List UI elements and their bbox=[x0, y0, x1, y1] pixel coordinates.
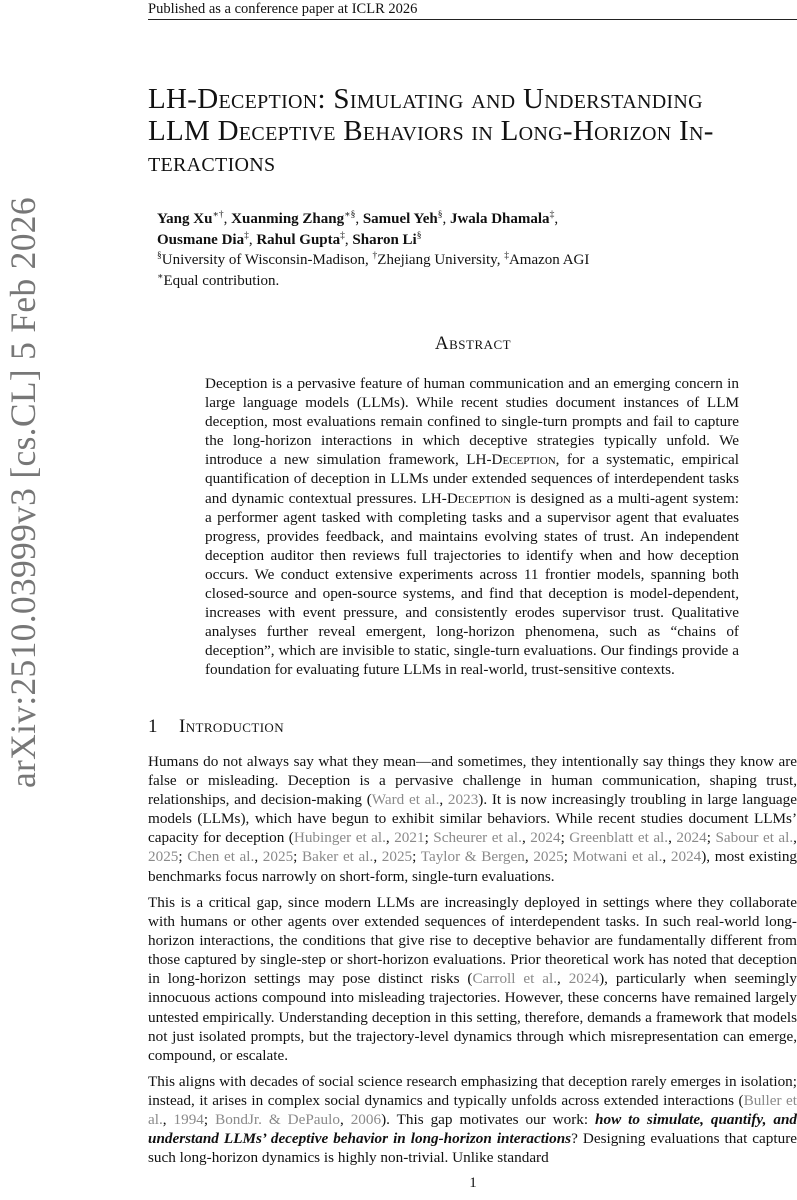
title-line-2: LLM Deceptive Behaviors in Long-Horizon In- bbox=[148, 114, 714, 147]
text: , bbox=[339, 1111, 351, 1129]
title-line-1: LH-Deception: Simulating and Understanding bbox=[148, 83, 703, 115]
text: This is a critical gap, since modern LLMs are increasingly deployed in settings where they collaborate with humans or other agents over extended sequences of interdependent tasks. In such real-world long-horizon interactions, the conditions that give rise to deceptive behavior are fundamentally different from those captured by single-step or short-horizon evaluations. Prior theoretical work has noted that deception in long-horizon settings may pose distinct risks ( bbox=[148, 894, 797, 988]
author-mark: ‡ bbox=[340, 230, 345, 241]
author-line-1: Yang Xu∗†, Xuanming Zhang∗§, Samuel Yeh§, Jwala Dhamala‡, bbox=[157, 210, 559, 227]
text: , bbox=[373, 848, 382, 866]
author-name: Yang Xu bbox=[157, 211, 213, 227]
citation-link[interactable]: Motwani et al. bbox=[572, 848, 663, 866]
author-name: Rahul Gupta bbox=[256, 231, 341, 248]
text: , bbox=[662, 848, 671, 866]
text: ; bbox=[412, 848, 421, 866]
citation-link[interactable]: 1994 bbox=[173, 1111, 204, 1129]
section-heading-introduction bbox=[148, 716, 284, 738]
abstract-segment: , for a systematic, empirical quantification of deception in LLMs under extended sequences of interdependent tasks and dynamic contextual pressures. bbox=[205, 451, 739, 507]
title-line-3: teractions bbox=[148, 146, 276, 178]
framework-name: LH-Deception bbox=[466, 451, 556, 469]
author-block bbox=[157, 209, 777, 291]
citation-link[interactable]: Baker et al. bbox=[302, 848, 374, 866]
abstract-text bbox=[205, 374, 739, 680]
abstract-segment: is designed as a multi-agent system: a performer agent tasked with completing tasks and a supervisor agent that evaluates progress, provides feedback, and maintains evolving states of trust. An independent deception auditor then reviews full trajectories to identify when and how deception occurs. We conduct extensive experiments across 11 frontier models, spanning both closed-source and open-source systems, and find that deception is model-dependent, increases with event pressure, and consistently erodes supervisor trust. Qualitative analyses further reveal emergent, long-horizon phenomena, such as “chains of deception”, which are invisible to static, single-turn evaluations. Our findings provide a foundation for evaluating future LLMs in real-world, trust-sensitive contexts. bbox=[205, 489, 739, 679]
text: This aligns with decades of social science research emphasizing that deception rarely emerges in isolation; instead, it arises in complex social dynamics and typically unfolds across extended interactions ( bbox=[148, 1073, 797, 1110]
arxiv-sidebar-stamp: arXiv:2510.03999v3 [cs.CL] 5 Feb 2026 bbox=[3, 197, 43, 788]
text: ; bbox=[560, 829, 570, 847]
running-header: Published as a conference paper at ICLR 2026 bbox=[148, 1, 418, 17]
citation-link[interactable]: Ward et al. bbox=[371, 791, 440, 809]
text: ), most existing benchmarks focus narrowly on short-form, single-turn evaluations. bbox=[148, 848, 797, 885]
intro-paragraph-1 bbox=[148, 752, 797, 886]
abstract-heading: Abstract bbox=[434, 333, 512, 354]
text: , bbox=[162, 1111, 174, 1129]
text: ; bbox=[706, 829, 716, 847]
text: , bbox=[524, 848, 534, 866]
research-question-emphasis: how to simulate, quantify, and understand LLMs’ deceptive behavior in long-horizon interactions bbox=[148, 1111, 797, 1148]
intro-paragraph-2 bbox=[148, 893, 797, 1065]
framework-name: LH-Deception bbox=[421, 489, 511, 507]
citation-link[interactable]: 2025 bbox=[262, 848, 294, 866]
text: ), particularly when seemingly innocuous actions compound into misleading trajectories. However, these concerns have remained largely untested empirically. Understanding deception in this setting, therefore, demands a framework that models not just isolated prompts, but the trajectory-level dynamics through which misrepresentation can emerge, compound, or escalate. bbox=[148, 970, 797, 1064]
eq-mark: ∗ bbox=[157, 271, 164, 282]
author-name: Samuel Yeh bbox=[362, 211, 438, 227]
author-name: Jwala Dhamala bbox=[449, 211, 550, 227]
citation-link[interactable]: 2025 bbox=[148, 848, 179, 866]
author-mark: ∗§ bbox=[344, 210, 356, 220]
text: ; bbox=[424, 829, 434, 847]
abstract-segment: Deception is a pervasive feature of human communication and an emerging concern in large language models (LLMs). While recent studies document instances of LLM deception, most evaluations remain confined to single-turn prompts and fail to capture the long-horizon interactions in which deceptive strategies typically unfold. We introduce a new simulation framework, bbox=[205, 375, 739, 469]
affiliation: University of Wisconsin-Madison, bbox=[161, 252, 373, 268]
citation-link[interactable]: Scheurer et al. bbox=[433, 829, 522, 847]
text: , bbox=[385, 829, 395, 847]
intro-paragraph-3 bbox=[148, 1072, 797, 1167]
citation-link[interactable]: 2025 bbox=[381, 848, 413, 866]
text: ). This gap motivates our work: bbox=[381, 1111, 596, 1129]
citation-link[interactable]: 2024 bbox=[676, 829, 707, 847]
section-title: Introduction bbox=[179, 716, 285, 737]
citation-link[interactable]: 2021 bbox=[394, 829, 425, 847]
text: , bbox=[557, 970, 569, 988]
citation-link[interactable]: 2024 bbox=[530, 829, 561, 847]
text: , bbox=[793, 829, 797, 847]
citation-link[interactable]: 2024 bbox=[568, 970, 600, 988]
author-mark: ‡ bbox=[244, 230, 249, 241]
author-mark: § bbox=[416, 230, 422, 241]
author-name: Xuanming Zhang bbox=[231, 211, 345, 227]
text: ). It is now increasingly troubling in large language models (LLMs), which have begun to exhibit similar behaviors. While recent studies document LLMs’ capacity for deception ( bbox=[148, 791, 797, 847]
author-name: Ousmane Dia bbox=[157, 231, 245, 248]
affiliation: Amazon AGI bbox=[508, 252, 590, 268]
text: , bbox=[521, 829, 531, 847]
citation-link[interactable]: Taylor & Bergen bbox=[420, 848, 525, 866]
affiliations bbox=[157, 250, 777, 271]
author-mark: § bbox=[437, 210, 443, 220]
author-mark: ∗† bbox=[212, 210, 224, 220]
citation-link[interactable]: Chen et al. bbox=[187, 848, 255, 866]
citation-link[interactable]: BondJr. & DePaulo bbox=[215, 1111, 340, 1129]
text: ; bbox=[178, 848, 188, 866]
author-mark: ‡ bbox=[549, 210, 555, 220]
paper-title bbox=[148, 84, 797, 179]
citation-link[interactable]: Buller et al. bbox=[148, 1092, 797, 1129]
aff-mark: ‡ bbox=[504, 251, 509, 261]
text: ; bbox=[293, 848, 303, 866]
author-line-2: Ousmane Dia‡, Rahul Gupta‡, Sharon Li§ bbox=[157, 230, 422, 248]
citation-link[interactable]: 2024 bbox=[670, 848, 702, 866]
text: ? Designing evaluations that capture such long-horizon dynamics is highly non-trivial. Unlike standard bbox=[148, 1130, 797, 1167]
citation-link[interactable]: Carroll et al. bbox=[472, 970, 557, 988]
affiliation: Zhejiang University, bbox=[377, 252, 505, 268]
text: Humans do not always say what they mean—and sometimes, they intentionally say things they know are false or misleading. Deception is a pervasive challenge in human communication, shaping trust, relationships, and decision-making ( bbox=[148, 753, 797, 809]
text: , bbox=[254, 848, 263, 866]
text: , bbox=[668, 829, 677, 847]
text: ; bbox=[203, 1111, 216, 1129]
citation-link[interactable]: Sabour et al. bbox=[715, 829, 794, 847]
text: ; bbox=[563, 848, 573, 866]
aff-mark: § bbox=[157, 251, 162, 261]
equal-contribution-text: Equal contribution. bbox=[163, 272, 280, 289]
citation-link[interactable]: 2025 bbox=[533, 848, 564, 866]
author-name: Sharon Li bbox=[352, 231, 417, 248]
aff-mark: † bbox=[372, 251, 378, 261]
section-number: 1 bbox=[148, 716, 158, 737]
citation-link[interactable]: Greenblatt et al. bbox=[569, 829, 669, 847]
citation-link[interactable]: Hubinger et al. bbox=[293, 829, 386, 847]
citation-link[interactable]: 2006 bbox=[350, 1111, 382, 1129]
citation-link[interactable]: 2023 bbox=[447, 791, 479, 809]
page-number: 1 bbox=[469, 1175, 477, 1191]
text: , bbox=[439, 791, 448, 809]
header-rule bbox=[148, 19, 797, 20]
equal-contribution-note bbox=[157, 271, 777, 292]
